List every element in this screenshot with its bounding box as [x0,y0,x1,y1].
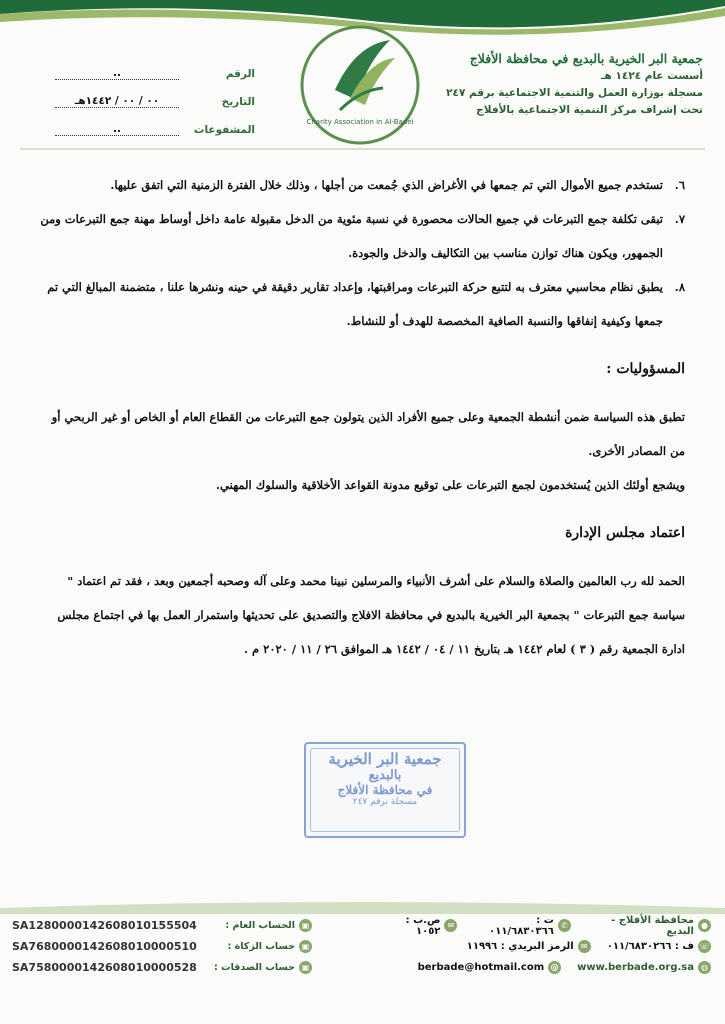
reference-label: الرقم [225,68,255,80]
account-label: الحساب العام : [225,920,295,931]
email-link[interactable]: berbade@hotmail.com [417,962,545,973]
postal-code-icon: ✉ [578,940,591,953]
contact-row [381,957,711,978]
logo-english-text: Charity Association in Al-Badei [306,118,414,126]
item-text: يطبق نظام محاسبي معترف به لتتبع حركة التبرعات ومراقبتها، وإعداد تقارير دقيقة في حينه ونشرها علنا ، متضمنة المبالغ التي تم جمعها وكيفية إنفاقها والنسبة الصافية المخصصة للهدف أو للنشاط. [47,280,663,328]
attachments-value: .. [55,123,179,136]
contact-info [381,915,711,978]
stamp-line-2: بالبديع [368,768,402,783]
attachments-row [55,108,255,136]
organization-logo [295,20,425,150]
website-icon: ◍ [698,961,711,974]
stamp-line-4: مسجلة برقم ٢٤٧ [352,797,418,807]
responsibilities-paragraph: تطبق هذه السياسة ضمن أنشطة الجمعية وعلى جميع الأفراد الذين يتولون جمع التبرعات من القطاع العام أو الخاص أو غير الربحي أو من المصادر الأخرى. [51,410,685,458]
responsibilities-note: ويشجع أولئك الذين يُستخدمون لجمع التبرعات على توقيع مدونة القواعد الأخلاقية والسلوك المهني. [216,478,685,492]
bank-accounts [12,915,312,978]
contact-row [381,936,711,957]
item-number: ٦. [674,178,685,192]
reference-value: .. [55,67,179,80]
location-text: محافظة الأفلاج - البديع [611,914,694,937]
account-iban: SA7680000142608010000510 [12,940,197,953]
list-item [40,168,685,202]
mailbox-icon: ✉ [444,919,457,932]
stamp-line-3: في محافظة الأفلاج [337,783,433,797]
supervision-line: تحت إشراف مركز التنمية الاجتماعية بالأفلاج [476,104,703,116]
list-item [40,270,685,338]
organization-header [443,50,703,119]
reference-block [55,52,255,136]
account-iban: SA1280000142608010155504 [12,919,197,932]
account-iban: SA7580000142608010000528 [12,961,197,974]
date-label: التاريخ [221,96,255,108]
list-item [40,202,685,270]
date-row [55,80,255,108]
pobox-text: ص.ب : ١٠٥٢ [405,914,441,937]
bank-icon: ▣ [299,940,312,953]
registration-line: مسجلة بوزارة العمل والتنمية الاجتماعية برقم ٢٤٧ [446,87,703,99]
founded-line: أسست عام ١٤٢٤ هـ [600,70,703,82]
fax-icon: ☏ [699,942,710,951]
stamp-line-1: جمعية البر الخيرية [328,750,442,768]
date-value: ٠٠ / ٠٠ / ١٤٤٢هـ [55,95,179,108]
approval-paragraph: الحمد لله رب العالمين والصلاة والسلام على أشرف الأنبياء والمرسلين نبينا محمد وعلى آله وصحبه أجمعين وبعد ، فقد تم اعتماد " سياسة جمع التبرعات " بجمعية البر الخيرية بالبديع في محافظة الافلاج والتصديق على تحديثها واستمرار العمل بها في اجتماع مجلس ادارة الجمعية رقم ( ٣ ) لعام ١٤٤٢ هـ بتاريخ ١١ / ٠٤ / ١٤٤٢ هـ الموافق ٢٦ / ١١ / ٢٠٢٠ م . [57,574,685,656]
account-label: حساب الزكاة : [227,941,295,952]
footer-decoration [0,900,725,914]
header-divider [20,148,705,150]
website-link[interactable]: www.berbade.org.sa [577,962,694,973]
account-label: حساب الصدقات : [213,962,295,973]
association-stamp [304,742,466,838]
fax-text: ف : ٠١١/٦٨٣٠٢٦٦ [606,941,694,952]
account-row [12,936,312,957]
responsibilities-heading: المسؤوليات : [606,361,685,377]
bank-icon: ▣ [299,961,312,974]
org-name: جمعية البر الخيرية بالبديع في محافظة الأفلاج [469,51,703,66]
postal-code-text: الرمز البريدي : ١١٩٩٦ [466,941,574,952]
contact-row [381,915,711,936]
account-row [12,915,312,936]
reference-row [55,52,255,80]
account-row [12,957,312,978]
attachments-label: المشفوعات [193,124,255,136]
stamp-inner-border [310,748,460,832]
item-number: ٨. [674,280,685,294]
email-icon: @ [548,961,561,974]
phone-icon: ✆ [558,919,571,932]
location-icon: ● [698,919,711,932]
approval-heading: اعتماد مجلس الإدارة [565,525,685,541]
bank-icon: ▣ [299,919,312,932]
item-text: تستخدم جميع الأموال التي تم جمعها في الأغراض الذي جُمعت من أجلها ، وذلك خلال الفترة الزمنية التي اتفق عليها. [110,178,663,192]
phone-text: ت : ٠١١/٦٨٣٠٣٦٦ [489,914,554,937]
item-text: تبقى تكلفة جمع التبرعات في جميع الحالات محصورة في نسبة مئوية من الدخل مقبولة عامة داخل أوساط مهنة جمع التبرعات ومن الجمهور، ويكون هناك توازن مناسب بين التكاليف والدخل والجودة. [40,212,663,260]
letter-body [40,168,685,666]
item-number: ٧. [674,212,685,226]
